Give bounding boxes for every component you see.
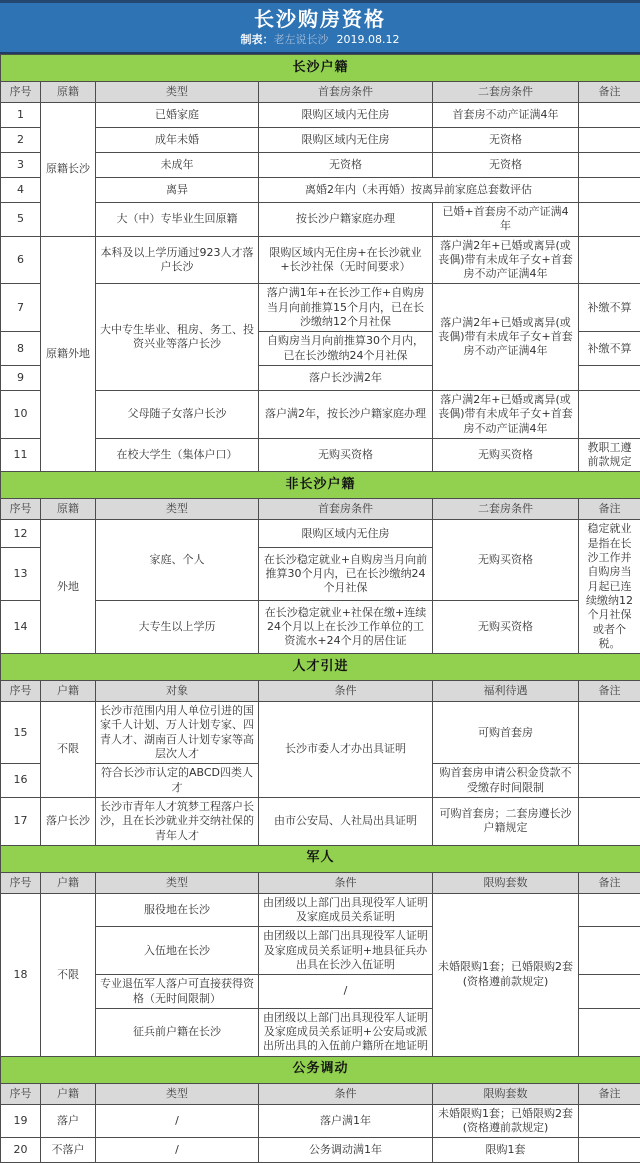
column-header: 备注 <box>579 1083 640 1104</box>
table-cell: 离婚2年内（未再婚）按离异前家庭总套数评估 <box>259 178 579 203</box>
table-cell: 无资格 <box>433 128 579 153</box>
table-cell: 落户长沙满2年 <box>259 365 433 390</box>
table-cell: 离异 <box>96 178 259 203</box>
table-cell: 17 <box>1 797 41 845</box>
table-cell: 服役地在长沙 <box>96 893 259 927</box>
table-cell: 符合长沙市认定的ABCD四类人才 <box>96 764 259 798</box>
table-cell: 限购区域内无住房+在长沙就业+长沙社保（无时间要求） <box>259 236 433 284</box>
table-row <box>1 438 640 472</box>
table-cell: 限购区域内无住房 <box>259 128 433 153</box>
table-row <box>1 893 640 927</box>
byline-label: 制表： <box>241 33 274 46</box>
page-header <box>0 0 640 54</box>
table-cell: 由团级以上部门出具现役军人证明及家庭成员关系证明+公安局或派出所出具的入伍前户籍所在地证明 <box>259 1008 433 1056</box>
table-cell: 首套房不动产证满4年 <box>433 103 579 128</box>
column-header: 首套房条件 <box>259 499 433 520</box>
table-cell: 落户满2年+已婚或离异(或丧偶)带有未成年子女+首套房不动产证满4年 <box>433 284 579 390</box>
column-header: 户籍 <box>41 872 96 893</box>
table-cell: 在长沙稳定就业+社保在缴+连续24个月以上在长沙工作单位的工资流水+24个月的居住证 <box>259 601 433 654</box>
empty-cell <box>579 975 640 1009</box>
column-header: 备注 <box>579 681 640 702</box>
empty-cell <box>579 178 640 203</box>
empty-cell <box>579 365 640 390</box>
table-cell: 16 <box>1 764 41 798</box>
table-cell: 7 <box>1 284 41 332</box>
table-cell: 外地 <box>41 520 96 654</box>
table-cell: 按长沙户籍家庭办理 <box>259 203 433 237</box>
table-cell: 4 <box>1 178 41 203</box>
table-cell: 3 <box>1 153 41 178</box>
table-cell: 大（中）专毕业生回原籍 <box>96 203 259 237</box>
section-title: 军人 <box>1 845 640 872</box>
table-cell: 不落户 <box>41 1138 96 1163</box>
table-cell: 落户长沙 <box>41 797 96 845</box>
table-row <box>1 103 640 128</box>
table-cell: 已婚家庭 <box>96 103 259 128</box>
table-cell: 落户满2年，按长沙户籍家庭办理 <box>259 390 433 438</box>
table-cell: 落户满2年+已婚或离异(或丧偶)带有未成年子女+首套房不动产证满4年 <box>433 236 579 284</box>
table-cell: 教职工遵前款规定 <box>579 438 640 472</box>
column-header: 原籍 <box>41 499 96 520</box>
table-cell: 落户满1年 <box>259 1104 433 1138</box>
table-cell: 限购1套 <box>433 1138 579 1163</box>
byline-author: 老左说长沙 <box>274 33 329 46</box>
column-header: 类型 <box>96 82 259 103</box>
table-cell: 落户 <box>41 1104 96 1138</box>
column-header: 限购套数 <box>433 872 579 893</box>
table-row <box>1 702 640 764</box>
empty-cell <box>579 390 640 438</box>
section-table <box>0 1056 640 1163</box>
table-row <box>1 203 640 237</box>
empty-cell <box>579 764 640 798</box>
table-cell: 长沙市委人才办出具证明 <box>259 702 433 798</box>
table-cell: 入伍地在长沙 <box>96 927 259 975</box>
table-cell: 10 <box>1 390 41 438</box>
table-row <box>1 1138 640 1163</box>
table-row <box>1 601 640 654</box>
column-header: 序号 <box>1 82 41 103</box>
column-header: 备注 <box>579 872 640 893</box>
byline <box>0 32 640 47</box>
column-header: 首套房条件 <box>259 82 433 103</box>
table-cell: 大中专生毕业、租房、务工、投资兴业等落户长沙 <box>96 284 259 390</box>
column-header: 条件 <box>259 1083 433 1104</box>
column-header: 序号 <box>1 681 41 702</box>
empty-cell <box>579 103 640 128</box>
table-cell: 公务调动满1年 <box>259 1138 433 1163</box>
page-title: 长沙购房资格 <box>0 6 640 32</box>
empty-cell <box>579 927 640 975</box>
column-header: 二套房条件 <box>433 499 579 520</box>
table-row <box>1 153 640 178</box>
table-cell: 在长沙稳定就业+自购房当月向前推算30个月内，已在长沙缴纳24个月社保 <box>259 548 433 601</box>
column-header: 福利待遇 <box>433 681 579 702</box>
table-cell: 自购房当月向前推算30个月内，已在长沙缴纳24个月社保 <box>259 332 433 366</box>
table-row <box>1 128 640 153</box>
table-cell: 由市公安局、人社局出具证明 <box>259 797 433 845</box>
table-cell: / <box>259 975 433 1009</box>
table-cell: 专业退伍军人落户可直接获得资格（无时间限制） <box>96 975 259 1009</box>
table-cell: 父母随子女落户长沙 <box>96 390 259 438</box>
table-cell: 补缴不算 <box>579 284 640 332</box>
table-cell: 无购买资格 <box>433 438 579 472</box>
table-cell: 无购买资格 <box>433 601 579 654</box>
empty-cell <box>579 1138 640 1163</box>
column-header: 序号 <box>1 499 41 520</box>
table-cell: 15 <box>1 702 41 764</box>
empty-cell <box>579 1008 640 1056</box>
column-header: 对象 <box>96 681 259 702</box>
table-cell: 由团级以上部门出具现役军人证明及家庭成员关系证明+地县征兵办出具在长沙入伍证明 <box>259 927 433 975</box>
empty-cell <box>579 128 640 153</box>
column-header: 原籍 <box>41 82 96 103</box>
table-cell: 未婚限购1套；已婚限购2套(资格遵前款规定) <box>433 1104 579 1138</box>
empty-cell <box>579 203 640 237</box>
table-cell: 18 <box>1 893 41 1056</box>
table-cell: 未成年 <box>96 153 259 178</box>
table-cell: 长沙市范围内用人单位引进的国家千人计划、万人计划专家、四青人才、湖南百人计划专家等高层次人才 <box>96 702 259 764</box>
table-cell: 12 <box>1 520 41 548</box>
table-row <box>1 1104 640 1138</box>
column-header: 条件 <box>259 872 433 893</box>
table-cell: 成年未婚 <box>96 128 259 153</box>
table-cell: 5 <box>1 203 41 237</box>
table-cell: 6 <box>1 236 41 284</box>
table-row <box>1 390 640 438</box>
section-title: 人才引进 <box>1 654 640 681</box>
table-cell: 征兵前户籍在长沙 <box>96 1008 259 1056</box>
section-table <box>0 471 640 654</box>
table-cell: 8 <box>1 332 41 366</box>
table-cell: 由团级以上部门出具现役军人证明及家庭成员关系证明 <box>259 893 433 927</box>
empty-cell <box>579 153 640 178</box>
empty-cell <box>579 797 640 845</box>
section-table <box>0 653 640 846</box>
table-cell: 长沙市青年人才筑梦工程落户长沙，且在长沙就业并交纳社保的青年人才 <box>96 797 259 845</box>
table-cell: 可购首套房；二套房遵长沙户籍规定 <box>433 797 579 845</box>
empty-cell <box>579 702 640 764</box>
table-cell: 未婚限购1套；已婚限购2套(资格遵前款规定) <box>433 893 579 1056</box>
table-cell: 原籍长沙 <box>41 103 96 237</box>
table-cell: 无购买资格 <box>259 438 433 472</box>
section-table <box>0 54 640 472</box>
table-cell: 原籍外地 <box>41 236 96 472</box>
table-cell: 9 <box>1 365 41 390</box>
column-header: 备注 <box>579 499 640 520</box>
section-table <box>0 845 640 1057</box>
table-cell: 稳定就业是指在长沙工作并自购房当月起已连续缴纳12个月社保或者个税。 <box>579 520 640 654</box>
section-title: 非长沙户籍 <box>1 472 640 499</box>
table-cell: 11 <box>1 438 41 472</box>
column-header: 限购套数 <box>433 1083 579 1104</box>
table-cell: 补缴不算 <box>579 332 640 366</box>
empty-cell <box>579 236 640 284</box>
table-row <box>1 178 640 203</box>
table-sections <box>0 54 640 1163</box>
section-title: 长沙户籍 <box>1 55 640 82</box>
table-cell: 本科及以上学历通过923人才落户长沙 <box>96 236 259 284</box>
table-cell: 14 <box>1 601 41 654</box>
column-header: 备注 <box>579 82 640 103</box>
table-cell: / <box>96 1104 259 1138</box>
table-cell: 不限 <box>41 702 96 798</box>
table-cell: 无资格 <box>433 153 579 178</box>
table-cell: / <box>96 1138 259 1163</box>
table-cell: 不限 <box>41 893 96 1056</box>
column-header: 序号 <box>1 1083 41 1104</box>
table-cell: 20 <box>1 1138 41 1163</box>
byline-date: 2019.08.12 <box>337 33 400 46</box>
table-row <box>1 797 640 845</box>
table-cell: 可购首套房 <box>433 702 579 764</box>
column-header: 户籍 <box>41 1083 96 1104</box>
table-cell: 落户满2年+已婚或离异(或丧偶)带有未成年子女+首套房不动产证满4年 <box>433 390 579 438</box>
table-cell: 限购区域内无住房 <box>259 520 433 548</box>
table-cell: 大专生以上学历 <box>96 601 259 654</box>
column-header: 户籍 <box>41 681 96 702</box>
table-cell: 限购区域内无住房 <box>259 103 433 128</box>
column-header: 类型 <box>96 1083 259 1104</box>
table-row <box>1 520 640 548</box>
table-cell: 1 <box>1 103 41 128</box>
table-row <box>1 236 640 284</box>
table-cell: 13 <box>1 548 41 601</box>
column-header: 条件 <box>259 681 433 702</box>
column-header: 二套房条件 <box>433 82 579 103</box>
table-cell: 家庭、个人 <box>96 520 259 601</box>
column-header: 类型 <box>96 872 259 893</box>
table-cell: 无资格 <box>259 153 433 178</box>
table-cell: 落户满1年+在长沙工作+自购房当月向前推算15个月内，已在长沙缴纳12个月社保 <box>259 284 433 332</box>
empty-cell <box>579 893 640 927</box>
empty-cell <box>579 1104 640 1138</box>
column-header: 序号 <box>1 872 41 893</box>
table-cell: 2 <box>1 128 41 153</box>
table-cell: 19 <box>1 1104 41 1138</box>
column-header: 类型 <box>96 499 259 520</box>
table-row <box>1 284 640 332</box>
table-cell: 购首套房申请公积金贷款不受缴存时间限制 <box>433 764 579 798</box>
section-title: 公务调动 <box>1 1056 640 1083</box>
table-cell: 无购买资格 <box>433 520 579 601</box>
table-cell: 已婚+首套房不动产证满4年 <box>433 203 579 237</box>
table-cell: 在校大学生（集体户口） <box>96 438 259 472</box>
